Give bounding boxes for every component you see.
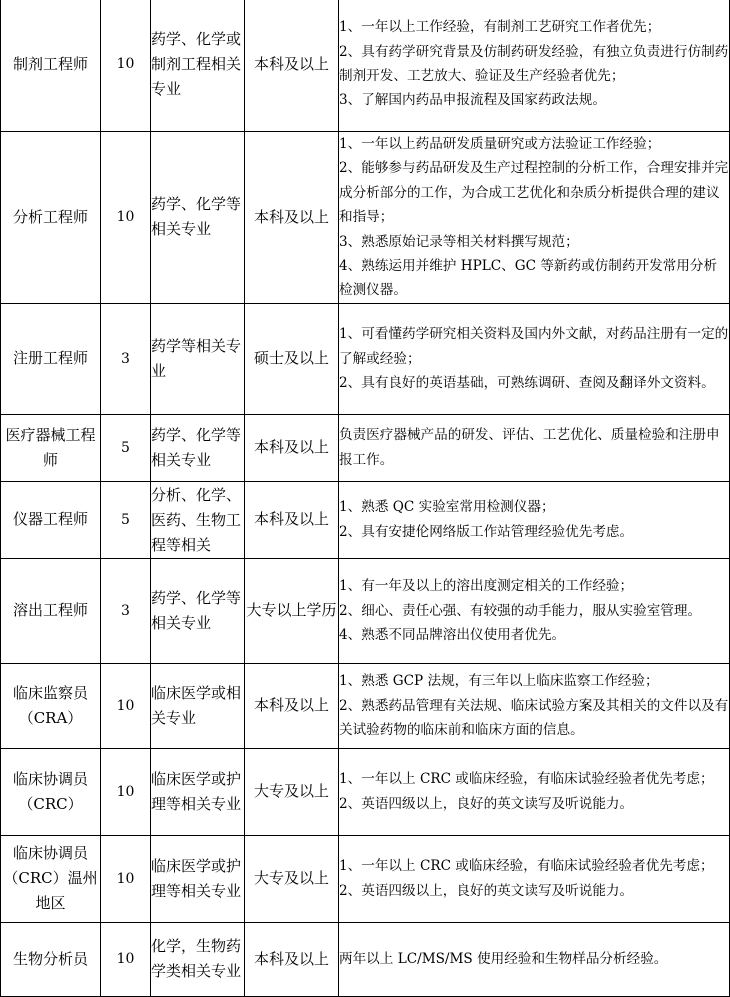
degree: 大专及以上	[245, 835, 339, 922]
major-text: 化学，生物药学类相关专业	[151, 937, 242, 981]
major: 临床医学或护理等相关专业	[151, 748, 245, 835]
job-title: 临床监察员（CRA）	[1, 663, 101, 748]
requirement-line: 1、熟悉 GCP 法规，有三年以上临床监察工作经验；	[339, 673, 659, 690]
major: 药学、化学或制剂工程相关专业	[151, 0, 245, 132]
headcount: 10	[101, 0, 151, 132]
requirement-line: 3、熟悉原始记录等相关材料撰写规范；	[339, 233, 579, 250]
job-title: 制剂工程师	[1, 0, 101, 132]
requirement-line: 3、了解国内药品申报流程及国家药政法规。	[339, 92, 606, 109]
requirement-line: 2、熟悉药品管理有关法规、临床试验方案及其相关的文件以及有关试验药物的临床前和临床方面的信息。	[339, 697, 729, 739]
headcount: 10	[101, 663, 151, 748]
degree: 本科及以上	[245, 481, 339, 558]
table-row	[1, 414, 730, 481]
job-title: 仪器工程师	[1, 481, 101, 558]
table-row	[1, 481, 730, 558]
headcount: 10	[101, 835, 151, 922]
requirements	[339, 0, 730, 132]
requirement-line: 1、有一年及以上的溶出度测定相关的工作经验；	[339, 578, 634, 595]
major: 临床医学或相关专业	[151, 663, 245, 748]
requirement-line: 1、一年以上 CRC 或临床经验，有临床试验经验者优先考虑；	[339, 771, 714, 788]
headcount: 10	[101, 748, 151, 835]
degree: 本科及以上	[245, 663, 339, 748]
requirement-line: 4、熟练运用并维护 HPLC、GC 等新药或仿制药开发常用分析检测仪器。	[339, 258, 718, 299]
degree: 本科及以上	[245, 132, 339, 304]
headcount: 5	[101, 481, 151, 558]
requirement-line: 两年以上 LC/MS/MS 使用经验和生物样品分析经验。	[339, 951, 668, 968]
degree: 本科及以上	[245, 0, 339, 132]
major: 临床医学或护理等相关专业	[151, 835, 245, 922]
job-title: 医疗器械工程师	[1, 414, 101, 481]
job-title: 分析工程师	[1, 132, 101, 304]
degree: 大专及以上	[245, 748, 339, 835]
requirement-line: 2、具有药学研究背景及仿制药研发经验，有独立负责进行仿制药制剂开发、工艺放大、验证及生产经验者优先；	[339, 43, 729, 84]
degree: 硕士及以上	[245, 303, 339, 414]
table-row	[1, 922, 730, 996]
table-row	[1, 663, 730, 748]
requirement-line: 2、英语四级以上，良好的英文读写及听说能力。	[339, 882, 634, 899]
headcount: 3	[101, 303, 151, 414]
table-row	[1, 835, 730, 922]
requirement-line: 2、能够参与药品研发及生产过程控制的分析工作，合理安排并完成分析部分的工作，为合成工艺优化和杂质分析提供合理的建议和指导；	[339, 160, 729, 226]
major	[151, 481, 245, 558]
job-title: 临床协调员（CRC）温州地区	[1, 835, 101, 922]
requirements	[339, 132, 730, 304]
job-title: 生物分析员	[1, 922, 101, 996]
headcount: 3	[101, 558, 151, 663]
headcount: 5	[101, 414, 151, 481]
requirement-line: 1、一年以上 CRC 或临床经验，有临床试验经验者优先考虑；	[339, 858, 714, 875]
requirement-line: 1、可看懂药学研究相关资料及国内外文献，对药品注册有一定的了解或经验；	[339, 326, 729, 367]
degree: 本科及以上	[245, 414, 339, 481]
major: 药学、化学等相关专业	[151, 414, 245, 481]
job-title: 临床协调员（CRC）	[1, 748, 101, 835]
headcount: 10	[101, 132, 151, 304]
table-row	[1, 748, 730, 835]
requirements	[339, 558, 730, 663]
major	[151, 922, 245, 996]
requirement-line: 1、一年以上工作经验，有制剂工艺研究工作者优先；	[339, 19, 661, 36]
table-row	[1, 558, 730, 663]
table-row	[1, 132, 730, 304]
major: 药学、化学等相关专业	[151, 558, 245, 663]
requirements	[339, 748, 730, 835]
requirements	[339, 303, 730, 414]
table-row	[1, 303, 730, 414]
degree: 本科及以上	[245, 922, 339, 996]
major: 药学、化学等相关专业	[151, 132, 245, 304]
requirement-line: 2、细心、责任心强、有较强的动手能力，服从实验室管理。	[339, 602, 702, 619]
requirements	[339, 481, 730, 558]
major-text: 分析、化学、医药、生物工程等相关	[151, 486, 242, 555]
table-row	[1, 0, 730, 132]
degree: 大专以上学历	[245, 558, 339, 663]
job-title: 注册工程师	[1, 303, 101, 414]
requirement-line: 2、具有安捷伦网络版工作站管理经验优先考虑。	[339, 523, 634, 540]
headcount: 10	[101, 922, 151, 996]
requirement-line: 负责医疗器械产品的研发、评估、工艺优化、质量检验和注册申报工作。	[339, 427, 720, 468]
requirement-line: 4、熟悉不同品牌溶出仪使用者优先。	[339, 627, 566, 644]
requirements	[339, 922, 730, 996]
requirements	[339, 663, 730, 748]
major: 药学等相关专业	[151, 303, 245, 414]
requirement-line: 1、熟悉 QC 实验室常用检测仪器；	[339, 499, 555, 516]
job-title: 溶出工程师	[1, 558, 101, 663]
requirements	[339, 835, 730, 922]
requirement-line: 2、英语四级以上，良好的英文读写及听说能力。	[339, 795, 634, 812]
requirement-line: 1、一年以上药品研发质量研究或方法验证工作经验；	[339, 136, 661, 152]
requirements	[339, 414, 730, 481]
requirement-line: 2、具有良好的英语基础，可熟练调研、查阅及翻译外文资料。	[339, 375, 715, 392]
